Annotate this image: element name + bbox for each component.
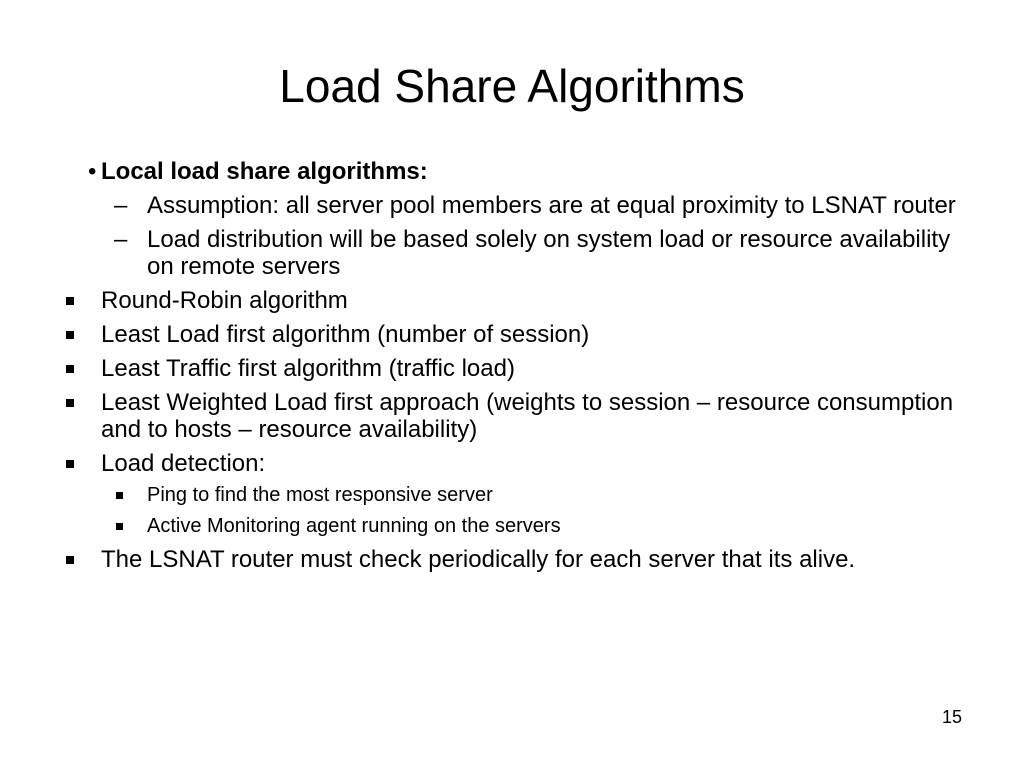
slide-title: Load Share Algorithms: [279, 60, 745, 112]
page-number: 15: [941, 707, 962, 727]
bullet-text: The LSNAT router must check periodically for each server that its alive.: [101, 546, 856, 573]
sub-bullet-text: Load distribution will be based solely on system load or resource availability on remote servers: [147, 226, 951, 280]
square-bullet-icon: [66, 399, 74, 407]
bullet-text: Local load share algorithms:: [101, 158, 428, 185]
bullet-round-robin: [62, 287, 972, 314]
bullet-least-load: [62, 321, 972, 348]
small-square-bullet-icon: [116, 492, 123, 499]
square-bullet-icon: [66, 331, 74, 339]
sub-bullet-text: Assumption: all server pool members are at equal proximity to LSNAT router: [147, 192, 956, 219]
sub-bullet-assumption: [62, 192, 972, 219]
bullet-text: Load detection:: [101, 450, 266, 477]
dash-icon: –: [114, 226, 128, 253]
bullet-local-load-share: [62, 158, 972, 185]
sub-bullet-text: Active Monitoring agent running on the servers: [147, 515, 561, 537]
square-bullet-icon: [66, 556, 74, 564]
square-bullet-icon: [66, 297, 74, 305]
bullet-text: Least Traffic first algorithm (traffic load): [101, 355, 515, 382]
sub-bullet-active-monitoring: [62, 515, 972, 538]
bullet-load-detection: [62, 450, 972, 477]
bullet-text: Round-Robin algorithm: [101, 287, 348, 314]
small-square-bullet-icon: [116, 523, 123, 530]
bullet-least-traffic: [62, 355, 972, 382]
sub-bullet-text: Ping to find the most responsive server: [147, 484, 493, 506]
sub-bullet-ping: [62, 484, 972, 507]
sub-bullet-load-distribution: [62, 226, 972, 280]
bullet-text: Least Weighted Load first approach (weights to session – resource consumption and to hosts – resource availability): [101, 389, 954, 443]
slide-body: [62, 158, 972, 580]
bullet-lsnat-check: [62, 546, 972, 573]
bullet-dot-icon: •: [88, 158, 97, 185]
bullet-text: Least Load first algorithm (number of session): [101, 321, 590, 348]
square-bullet-icon: [66, 365, 74, 373]
bullet-least-weighted: [62, 389, 972, 443]
square-bullet-icon: [66, 460, 74, 468]
dash-icon: –: [114, 192, 128, 219]
